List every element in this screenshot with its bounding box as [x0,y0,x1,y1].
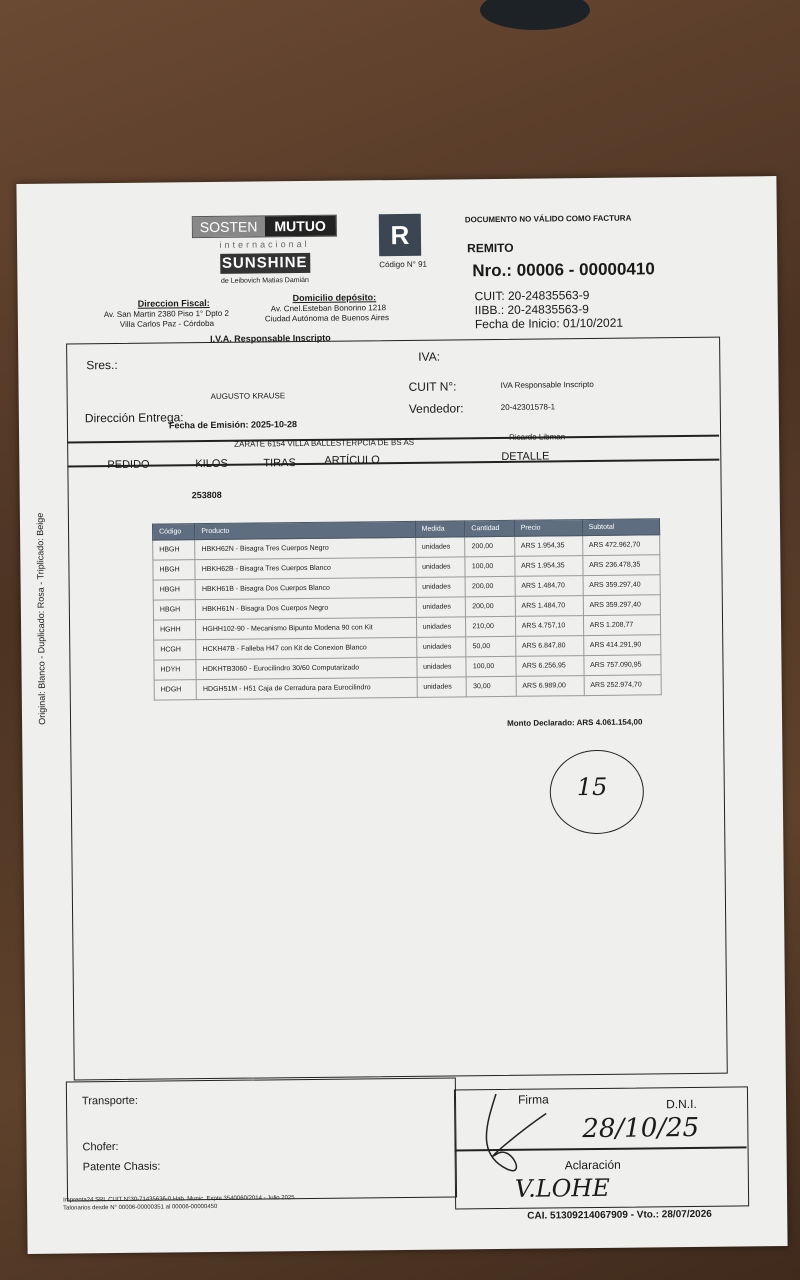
imprenta-line1: Imprenta24 SRL CUIT N°30-71435636-0 Hab. Munic. Expte 3540060/2014 - Julio 2025 [63,1195,295,1204]
codigo: Código N° 91 [379,259,427,270]
patente-label: Patente Chasis: [82,1160,161,1174]
cell: ARS 359.297,40 [583,595,661,616]
handwritten-number: 15 [576,772,608,802]
fiscal-addr1: Av. San Martin 2380 Piso 1° Dpto 2 [103,308,230,320]
cell: ARS 1.954,35 [514,536,582,557]
cell: unidades [416,597,466,618]
direccion-value: ZARATE 6154 VILLA BALLESTERPCIA DE BS AS [234,437,415,449]
col-tiras: TIRAS [263,457,296,470]
iva-label: IVA: [418,349,441,364]
cell: unidades [415,557,465,578]
th-subtotal: Subtotal [582,519,660,536]
cell: HBGH [153,560,195,580]
th-medida: Medida [415,521,465,538]
col-pedido: PEDIDO [107,458,150,472]
firma-label: Firma [517,1092,549,1107]
cell: HDKHTB3060 - Eurocilindro 30/60 Computarizado [196,657,417,679]
cell: HBKH62N - Bisagra Tres Cuerpos Negro [195,537,416,559]
cell: unidades [417,677,467,698]
cell: ARS 1.954,35 [514,556,582,577]
iva-value: IVA Responsable Inscripto [500,379,594,390]
cell: 200,00 [465,576,514,597]
cell: 100,00 [466,656,515,677]
doc-number: Nro.: 00006 - 00000410 [472,259,655,281]
fecha-emision: Fecha de Emisión: 2025-10-28 [168,419,298,431]
direccion-label: Dirección Entrega: [84,410,184,426]
cell: ARS 6.847,80 [515,636,583,657]
cell: HGHH102-90 - Mecanismo Bipunto Modena 90 con Kit [196,617,417,639]
cell: ARS 359.297,40 [583,575,661,596]
remito-document [16,176,787,1254]
cell: 200,00 [465,536,514,557]
cell: ARS 1.484,70 [515,596,583,617]
client-name: AUGUSTO KRAUSE [210,391,286,401]
cell: unidades [416,617,466,638]
cell: HBKH61B - Bisagra Dos Cuerpos Blanco [195,577,416,599]
logo-right: MUTUO [264,216,336,237]
vendedor-value: Ricardo Libman [509,432,566,442]
cell: 200,00 [466,596,515,617]
cell: ARS 236.478,35 [582,555,660,576]
col-detalle: DETALLE [501,450,550,463]
cell: ARS 4.757,10 [515,616,583,637]
sres-label: Sres.: [86,357,118,373]
th-cantidad: Cantidad [465,520,514,537]
cell: ARS 757.090,95 [584,655,662,676]
cell: HBGH [153,600,195,620]
col-kilos: KILOS [195,457,228,471]
cell: ARS 6.989,00 [516,676,584,697]
iibb: IIBB.: 20-24835563-9 [474,302,589,318]
cell: 100,00 [465,556,514,577]
deposito-addr2: Ciudad Autónoma de Buenos Aires [264,313,389,324]
cell: unidades [416,577,466,598]
iva-condition: I.V.A. Responsable Inscripto [209,332,331,344]
col-articulo: ARTÍCULO [324,454,380,467]
cell: HBKH61N - Bisagra Dos Cuerpos Negro [196,597,417,619]
cell: HBGH [153,580,195,600]
cai: CAI. 51309214067909 - Vto.: 28/07/2026 [527,1208,712,1222]
cell: ARS 414.291,90 [583,635,661,656]
cell: HCGH [154,640,196,660]
logo-sunshine: SUNSHINE [220,253,310,274]
th-producto: Producto [195,521,415,539]
cell: HBKH62B - Bisagra Tres Cuerpos Blanco [195,557,416,579]
chofer-label: Chofer: [82,1140,119,1154]
logo-intl: internacional [219,238,310,250]
not-valid-notice: DOCUMENTO NO VÁLIDO COMO FACTURA [464,213,632,225]
handwritten-date: 28/10/25 [582,1112,700,1145]
dni-label: D.N.I. [666,1096,697,1112]
cell: 50,00 [466,636,515,657]
cell: HDGH51M - H51 Caja de Cerradura para Eurocilindro [196,677,417,699]
pedido-number: 253808 [191,489,222,501]
cell: ARS 1.208,77 [583,615,661,636]
doc-type: REMITO [467,240,514,256]
dark-object [480,0,590,30]
aclaracion-label: Aclaración [564,1157,621,1173]
cell: HDYH [154,660,196,680]
fiscal-label: Direccion Fiscal: [137,297,210,309]
cell: ARS 472.962,70 [582,535,660,556]
cell: unidades [417,657,467,678]
items-table [152,518,662,700]
cell: HBGH [153,540,195,560]
transporte-label: Transporte: [81,1094,138,1108]
imprenta-line2: Talonarios desde N° 00006-00000351 al 00006-00000450 [63,1203,218,1212]
deposito-addr1: Av. Cnel.Esteban Bonorino 1218 [270,303,387,314]
cuit-value: 20-42301578-1 [500,402,556,412]
cell: unidades [415,537,465,558]
cell: 210,00 [466,616,515,637]
fiscal-addr2: Villa Carlos Paz - Córdoba [119,318,215,329]
cell: HGHH [153,620,195,640]
cell: HCKH47B - Falleba H47 con Kit de Conexion Blanco [196,637,417,659]
cell: unidades [416,637,466,658]
signature-scribble [466,1083,557,1184]
logo-left: SOSTEN [193,216,265,237]
vendedor-label: Vendedor: [408,401,464,416]
cell: HDGH [154,680,196,700]
th-codigo: Código [152,524,194,540]
cuit-label: CUIT N°: [408,379,457,394]
company-logo [192,215,338,286]
cell: ARS 252.974,70 [584,675,662,696]
main-frame [66,337,728,1081]
fecha-inicio: Fecha de Inicio: 01/10/2021 [474,315,624,332]
cell: ARS 1.484,70 [515,576,583,597]
cell: 30,00 [466,676,515,697]
document-letter: R [379,214,421,256]
monto-declarado: Monto Declarado: ARS 4.061.154,00 [507,717,643,728]
cuit: CUIT: 20-24835563-9 [474,288,590,304]
logo-sub: de Leibovich Matias Damián [220,276,309,285]
deposito-label: Domicilio depósito: [292,292,377,304]
cell: ARS 6.256,95 [516,656,584,677]
copy-colors: Original: Blanco - Duplicado: Rosa - Triplicado: Beige [34,512,48,725]
handwritten-name: V.LOHE [514,1173,610,1203]
th-precio: Precio [514,520,582,537]
